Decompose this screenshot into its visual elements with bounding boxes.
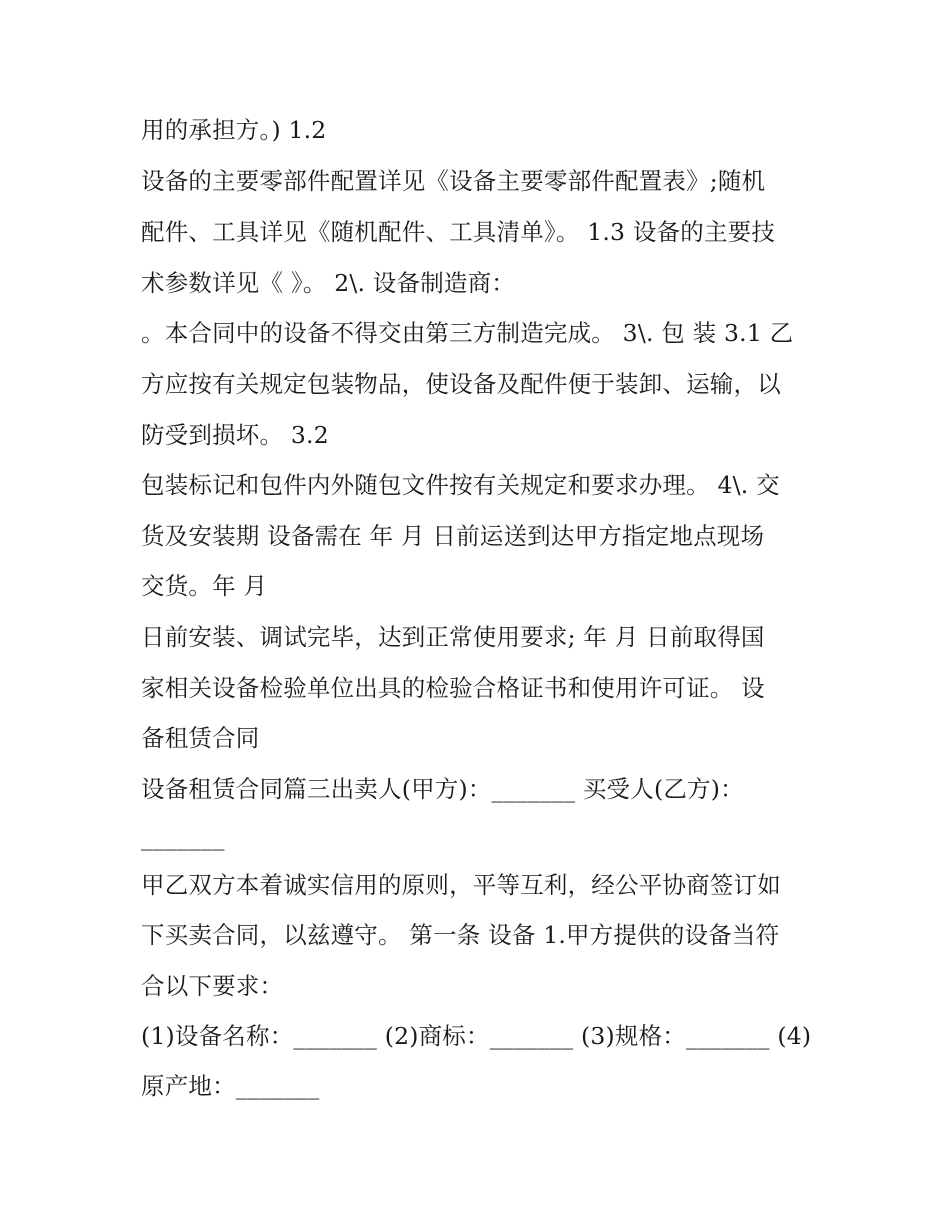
text-line: 包装标记和包件内外随包文件按有关规定和要求办理。 4\. 交 [141,471,780,499]
text-line: 设备的主要零部件配置详见《设备主要零部件配置表》;随机 [141,167,766,195]
text-line: 交货。年 月 [141,572,268,600]
text-line: 货及安装期 设备需在 年 月 日前运送到达甲方指定地点现场 [141,522,765,550]
text-line: 备租赁合同 [141,724,260,752]
text-line: 用的承担方。) 1.2 [141,116,327,144]
text-line: 防受到损坏。 3.2 [141,421,329,449]
text-line: _______ [141,823,225,851]
text-line: 合以下要求： [141,972,284,1000]
text-line: 设备租赁合同篇三出卖人(甲方)：_______ 买受人(乙方)： [141,775,744,803]
text-line: 术参数详见《 》。 2\. 设备制造商： [141,269,515,297]
text-line: 方应按有关规定包装物品，使设备及配件便于装卸、运输，以 [141,370,781,398]
text-line: 家相关设备检验单位出具的检验合格证书和使用许可证。 设 [141,674,765,702]
text-line: 原产地：_______ [141,1072,320,1100]
text-line: (1)设备名称：_______ (2)商标：_______ (3)规格：_______ (4) [141,1022,812,1050]
text-line: 日前安装、调试完毕，达到正常使用要求; 年 月 日前取得国 [141,623,765,651]
text-line: 配件、工具详见《随机配件、工具清单》。 1.3 设备的主要技 [141,218,776,246]
text-line: 甲乙双方本着诚实信用的原则，平等互利，经公平协商签订如 [141,871,781,899]
text-line: 。本合同中的设备不得交由第三方制造完成。 3\. 包 装 3.1 乙 [141,319,794,347]
text-line: 下买卖合同，以兹遵守。 第一条 设备 1.甲方提供的设备当符 [141,921,780,949]
